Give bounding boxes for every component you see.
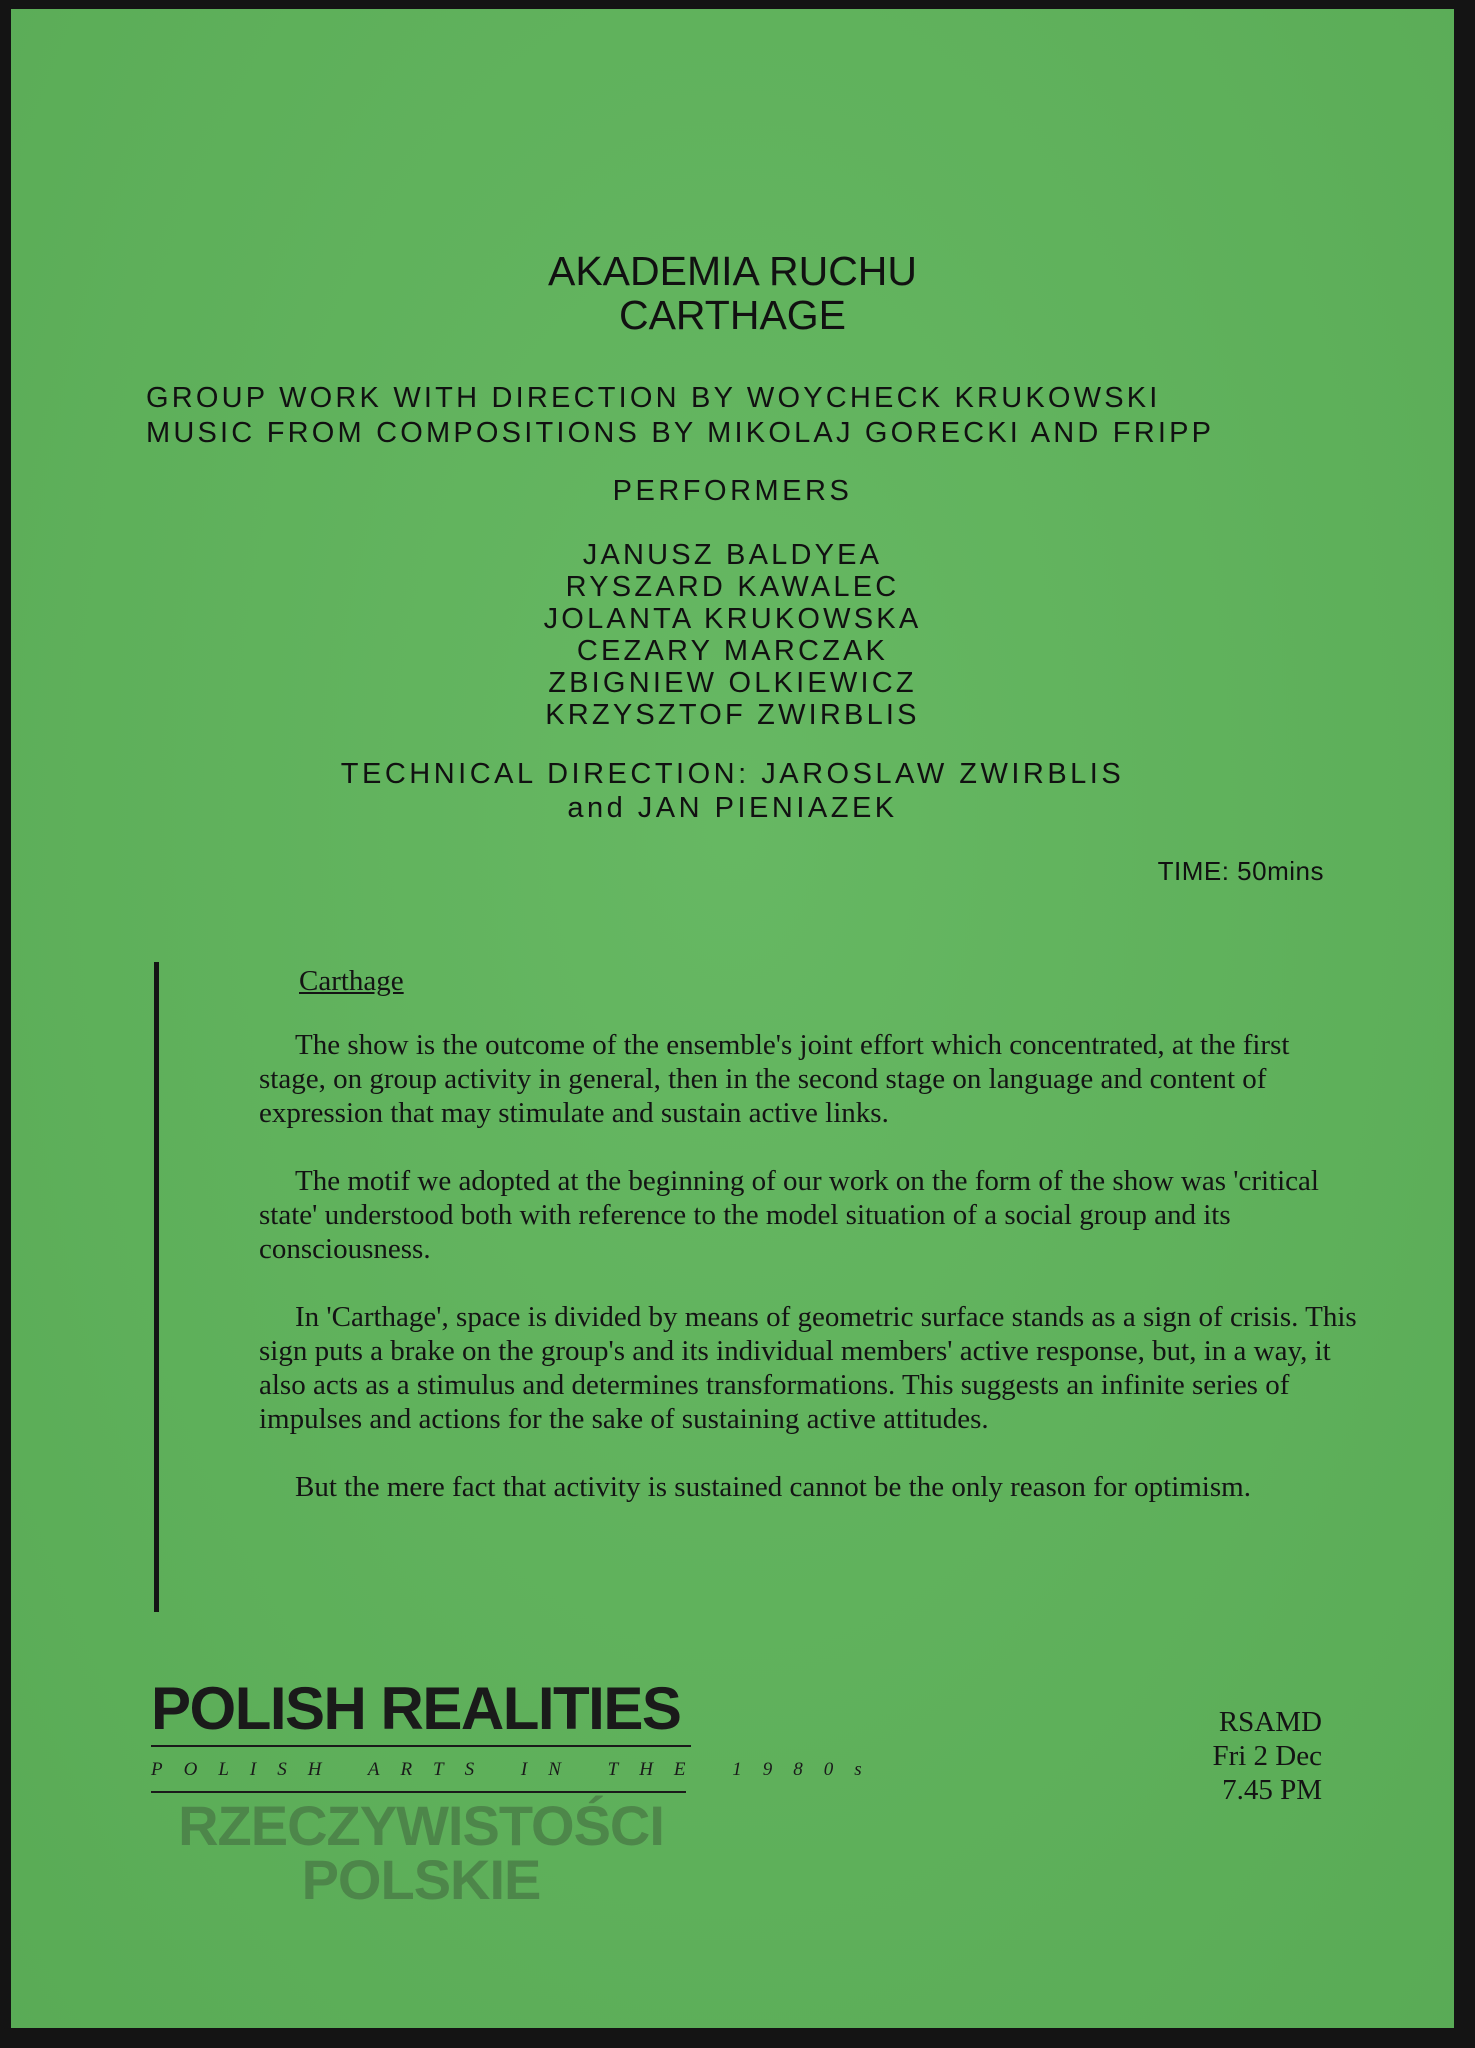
logo-subtitle: POLISH ARTS IN THE 1980s bbox=[151, 1759, 883, 1780]
technical-line: TECHNICAL DIRECTION: JAROSLAW ZWIRBLIS bbox=[340, 758, 1125, 790]
margin-rule bbox=[154, 962, 159, 1612]
performer-name: JOLANTA KRUKOWSKA bbox=[543, 603, 922, 635]
polish-realities-logo bbox=[151, 1675, 883, 1911]
performer-name: KRZYSZTOF ZWIRBLIS bbox=[545, 699, 920, 731]
logo-title: POLISH REALITIES bbox=[151, 1675, 681, 1742]
performer-name: JANUSZ BALDYEA bbox=[582, 539, 883, 571]
poster-sheet bbox=[11, 9, 1454, 2028]
logo-polish-line: RZECZYWISTOŚCI bbox=[178, 1794, 664, 1857]
section-heading: Carthage bbox=[299, 965, 404, 997]
credits-block bbox=[146, 381, 1214, 451]
credit-line: MUSIC FROM COMPOSITIONS BY MIKOLAJ GORECKI AND FRIPP bbox=[146, 417, 1215, 449]
description-paragraph: In 'Carthage', space is divided by means of geometric surface stands as a sign of crisis. This sign puts a brake on the group's and its individual members' active response, but, in a way, it also acts as a stimulus and determines transformations. This suggests an infinite series of impulses and actions for the sake of sustaining active attitudes. bbox=[259, 1301, 1357, 1435]
performers-heading: PERFORMERS bbox=[612, 475, 853, 507]
performer-name: ZBIGNIEW OLKIEWICZ bbox=[548, 667, 917, 699]
logo-rule bbox=[151, 1745, 691, 1747]
performers-list bbox=[11, 539, 1454, 731]
performer-name: CEZARY MARCZAK bbox=[576, 635, 889, 667]
title-line: CARTHAGE bbox=[618, 292, 847, 338]
description-paragraph: The show is the outcome of the ensemble's joint effort which concentrated, at the first stage, on group activity in general, then in the second stage on language and content of expression that may stimulate and sustain active links. bbox=[259, 1029, 1290, 1129]
technical-line: and JAN PIENIAZEK bbox=[567, 792, 898, 824]
venue-time: 7.45 PM bbox=[1222, 1774, 1322, 1806]
logo-rule bbox=[151, 1791, 686, 1793]
logo-polish-title bbox=[151, 1794, 691, 1911]
venue-date: Fri 2 Dec bbox=[1212, 1740, 1322, 1772]
technical-direction bbox=[11, 757, 1454, 825]
performer-name: RYSZARD KAWALEC bbox=[565, 571, 900, 603]
description-paragraph: The motif we adopted at the beginning of our work on the form of the show was 'critical state' understood both with reference to the model situation of a social group and its consciousness. bbox=[259, 1165, 1319, 1265]
logo-polish-line: POLSKIE bbox=[301, 1848, 541, 1911]
description-paragraph: But the mere fact that activity is sustained cannot be the only reason for optimism. bbox=[295, 1471, 1251, 1503]
running-time: TIME: 50mins bbox=[1157, 856, 1324, 886]
poster-title bbox=[11, 249, 1454, 337]
description-block bbox=[259, 964, 1359, 1538]
credit-line: GROUP WORK WITH DIRECTION BY WOYCHECK KRUKOWSKI bbox=[146, 382, 1161, 414]
venue-name: RSAMD bbox=[1218, 1706, 1322, 1738]
venue-block bbox=[1212, 1705, 1322, 1807]
title-line: AKADEMIA RUCHU bbox=[547, 248, 918, 294]
